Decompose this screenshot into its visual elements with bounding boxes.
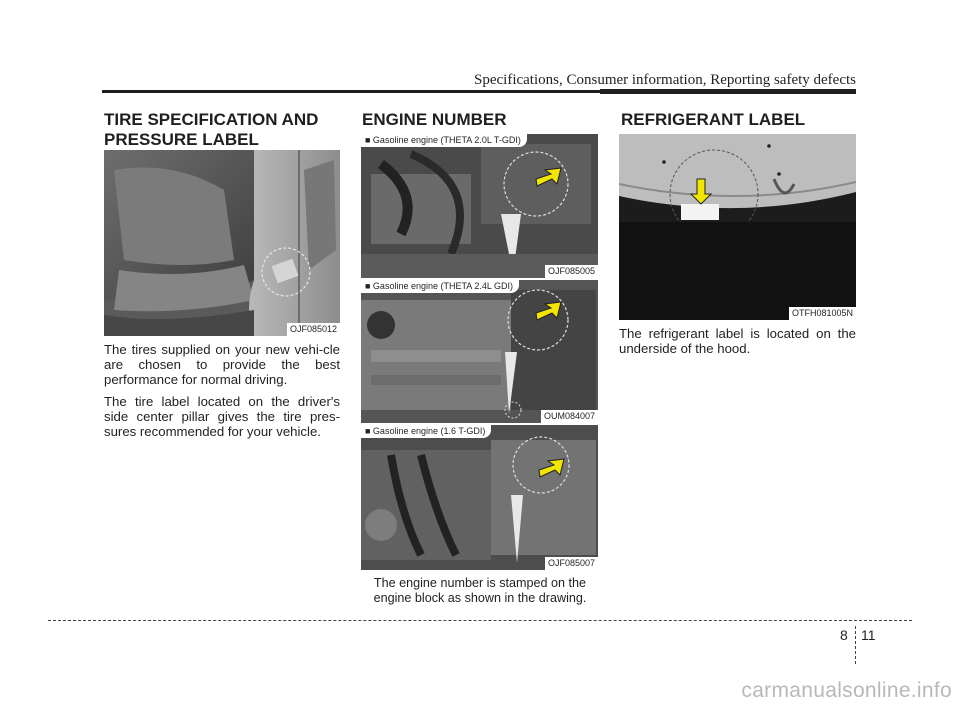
engine-illustration-2 [361, 280, 598, 423]
engine-figure-2-caption: ■ Gasoline engine (THETA 2.4L GDI) [361, 280, 519, 293]
refrigerant-section-title: REFRIGERANT LABEL [621, 110, 806, 129]
engine-section-title: ENGINE NUMBER [362, 110, 507, 129]
page-header-title: Specifications, Consumer information, Reporting safety defects [474, 72, 856, 88]
engine-figure-2-code: OUM084007 [541, 410, 598, 423]
engine-figure-1-code: OJF085005 [545, 265, 598, 278]
engine-figure-3-code: OJF085007 [545, 557, 598, 570]
refrigerant-body-text [619, 326, 856, 363]
tire-figure-code: OJF085012 [287, 323, 340, 336]
watermark: carmanualsonline.info [741, 679, 952, 702]
engine-body-text [361, 576, 599, 613]
engine-figure-1-caption: ■ Gasoline engine (THETA 2.0L T-GDI) [361, 134, 527, 147]
engine-figure-3 [361, 425, 598, 570]
tire-title-line1: TIRE SPECIFICATION AND [104, 110, 319, 129]
refrigerant-figure-code: OTFH081005N [789, 307, 856, 320]
hood-underside-illustration [619, 134, 856, 320]
page-number: 11 [861, 627, 876, 643]
engine-figure-2 [361, 280, 598, 423]
tire-label-figure [104, 150, 340, 336]
car-seat-pillar-illustration [104, 150, 340, 336]
tire-paragraph-1: The tires supplied on your new vehi-cle are chosen to provide the best performance for normal driving. [104, 342, 340, 387]
header-rule-accent [600, 89, 856, 94]
refrigerant-paragraph: The refrigerant label is located on the underside of the hood. [619, 326, 856, 356]
engine-illustration-1 [361, 134, 598, 278]
chapter-number: 8 [840, 627, 848, 643]
engine-figure-3-caption: ■ Gasoline engine (1.6 T-GDI) [361, 425, 491, 438]
tire-body-text [104, 342, 340, 446]
tire-section-title [104, 110, 318, 150]
refrigerant-figure [619, 134, 856, 320]
tire-paragraph-2: The tire label located on the driver's side center pillar gives the tire pres-sures recommended for your vehicle. [104, 394, 340, 439]
page-number-divider [855, 626, 856, 664]
engine-paragraph: The engine number is stamped on the engine block as shown in the drawing. [373, 576, 587, 605]
engine-figure-1 [361, 134, 598, 278]
footer-rule [48, 620, 912, 621]
tire-title-line2: PRESSURE LABEL [104, 130, 259, 149]
engine-illustration-3 [361, 425, 598, 570]
